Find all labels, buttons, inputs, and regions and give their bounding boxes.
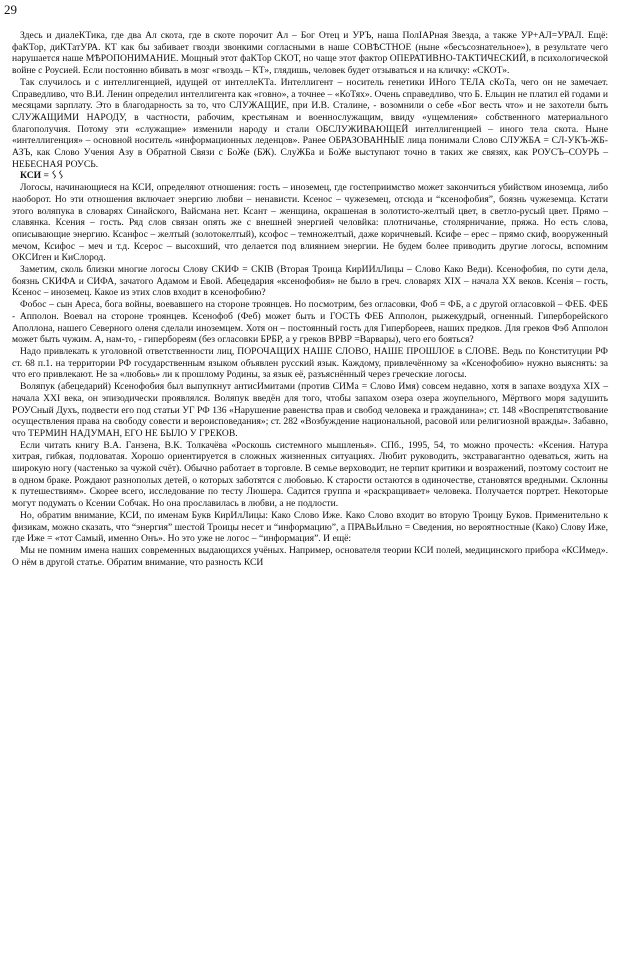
paragraph: Заметим, сколь близки многие логосы Слову СКИФ = СКIВ (Вторая Троица КирИИлЛицы – Слово Како Веди). Ксенофобия, по сути дела, боязнь СКИФА и СИФА, зачатого Адамом и Евой. Абецедария «ксенофобия» не было в греч. словарях XIX – начала XX веков. Ксенія – гость, Ксенос – иноземец. Какое из этих слов входит в ксенофобию? [12,264,608,299]
paragraph: Но, обратим внимание, КСИ, по именам Букв КирИлЛицы: Како Слово Иже. Како Слово входит во вторую Троицу Буков. Применительно к физикам, можно сказать, что “энергия” шестой Троицы несет и “информацию”, а ПРАВьИльно = Сведения, но вероятностные (Како) Слову Иже, где Иже = «тот Самый, именно Онъ». Но это уже не логос – “информация”. И ещё: [12,509,608,545]
paragraph: Мы не помним имена наших современных выдающихся учёных. Например, основателя теории КСИ полей, медицинского прибора «КСИмед». О нём в другой статье. Обратим внимание, что разность КСИ [12,544,608,568]
section-heading-label: КСИ = [20,170,49,182]
paragraph: Фобос – сын Ареса, бога войны, воевавшего на стороне троянцев. Но посмотрим, без огласовки, Фоб = ФБ, а с другой огласовкой – ФЕБ. ФЕБ - Апполон. Воевал на стороне троянцев. Ксенофоб (Феб) может быть и ГОСТЬ ФЕБ Апполон, рыжекудрый, огненный. Гиперборейского Аполлона, нашего Северного оленя сделали иноземцем. Хотя он – постоянный гость для Гипербореев, наших предков. Для греков Фэб Апполон может быть чужим. А, нам-то, - гипербореям (без огласовки БРБР, а у греков ВРВР =Варвары), чего его бояться? [12,299,608,346]
rune-glyphs-icon: ᛊᛊ [51,170,65,182]
page-number: 29 [4,2,17,17]
paragraph: Если читать книгу В.А. Ганзена, В.К. Толкачёва «Роскошь системного мышленья». СПб., 1995, 54, то можно прочесть: «Ксения. Натура хитрая, гибкая, подловатая. Хорошо ориентируется в сложных жизненных ситуациях. Любит руководить, экстравагантно одеваться, жить на широкую ногу (частенько за чужой счёт). Обычно работает в торговле. В семье верховодит, не терпит критики и возражений, поэтому состоит не в одном браке. Рождают разнополых детей, о которых заботятся с любовью. К старости остаются в одиночестве, становятся вредными. Склонны к путешествиям». Скорее всего, исследование по тесту Люшера. Садится группа и «раскращивает» человека. Получается портрет. Некоторые могут подумать о Ксении Собчак. Но она прославилась в любви, а не подлости. [12,439,608,510]
paragraph: Логосы, начинающиеся на КСИ, определяют отношения: гость – иноземец, где гостеприимство может закончиться убийством иноземца, либо наоборот. Но эти отношения включает энергию любви – ненависти. Ксенос – чужеземец, отсюда и “ксенофобия”, боязнь чужеземца. Кстати этого воляпука в словарях Синайского, Вайсмана нет. Ксант – женщина, окрашеная в золотисто-желтый цвет, в светло-русый цвет. Прямо – славянка. Ксения – гость. Ряд слов связан опять же с внешней энергией человйка: плотничанье, столярничание, пряжа. Но есть слова, описывающие энергию. Ксанфос – желтый (золотокелтый), ксофос – темножелтый, даже коричневый. Ксифе – ерес – прямо скиф, вооруженный мечом, Ксифос – меч и т.д. Ксерос – высохший, что делается под влиянием энергии. Не будем более приводить другие логосы, вспомним ОКСИген и КиСлород. [12,182,608,264]
paragraph: Здесь и диалеКТика, где два Ал скота, где в скоте порочит Ал – Бог Отец и УРЪ, наша ПолIАРная Звезда, а также УР+АЛ=УРАЛ. Ещё: фаКТор, диКТатУРА. КТ как бы забивает гвозди звонкими согласными в наше СОВѢСТНОЕ (ныне «бесъсознательное»), в результате чего нарушается наше МѢРОПОНИМАНИЕ. Мощный этот фаКТор СКОТ, но чаще этот фактор ОПЕРАТИВНО-ТАКТИЧЕСКИЙ, в психологической войне с Роусией. Если постоянно вбивать в мозг «гвоздь – КТ», глядишь, человек будет отзываться и на кличку: «СКОТ». [12,30,608,77]
paragraph: Так случилось и с интеллигенцией, идущей от интеллеКТа. Интеллигент – носитель генетики ИНого ТЕЛА сКоТа, чего он не замечает. Справедливо, что В.И. Ленин определил интеллигента как «говно», а точнее – «КоТях». Очень справедливо, что Б. Ельцин не платил ей годами и месяцами зарплату. Это в благодарность за то, что СЛУЖАЩИЕ, при И.В. Сталине, - возомнили о себе «Бог весть что» и не захотели быть СЛУЖАЩИМИ НАРОДУ, в частности, рабочим, крестьянам и военнослужащим, ввиду «ущемления» собственного материального благополучия. Потому эти «служащие» изменили народу и стали ОБСЛУЖИВАЮЩЕЙ интеллигенцией – иного тела скота. Ныне «интеллигенция» – основной носитель «информационных леденцов». Ранее ОБРАЗОВАННЫЕ лица понимали Слово СЛУЖБА = СЛ-УКЪ-ЖБ-АЗЪ, как Слово Учения Азу в Обратной Связи с БоЖе (БЖ). СлуЖБа и БоЖе выступают точно в таких же связях, как РОУСЪ–СОУРЬ – НЕБЕСНАЯ РОУСЬ. [12,76,608,170]
section-heading [12,170,608,182]
page-body [12,30,608,568]
paragraph: Надо привлекать к уголовной ответственности лиц, ПОРОЧАЩИХ НАШЕ СЛОВО, НАШЕ ПРОШЛОЕ в СЛОВЕ. Ведь по Конституции РФ ст. 68 п.1. на территории РФ государственным языком объявлен русский язык. Каждому, привлечённому за «Ксенофобию» нужно выяснять: за что его привлекают. Не за «любовь» ли к прошлому Родины, за язык её, разъяснённый через греческие логосы. [12,345,608,381]
paragraph: Воляпук (абецедарий) Ксенофобия был выпупкнут антисИмитами (против СИМа = Слово Имя) совсем недавно, хотя в запахе воздуха XIX – начала XXI века, он эпизодически проявлялся. Воляпук введён для того, чтобы запахом озера озера жоупельного, Мёртвого моря задушить РОУСный Духъ, подвести его под статьи УГ РФ 136 «Нарушение равенства прав и свобод человека и гражданина»; ст. 148 «Воспрепятствование осуществления права на свободу совести и вероисповедания»; ст. 282 «Возбуждение национальной, расовой или религиозной вражды». Забавно, что ТЕРМИН НАДУМАН, ЕГО НЕ БЫЛО У ГРЕКОВ. [12,381,608,439]
